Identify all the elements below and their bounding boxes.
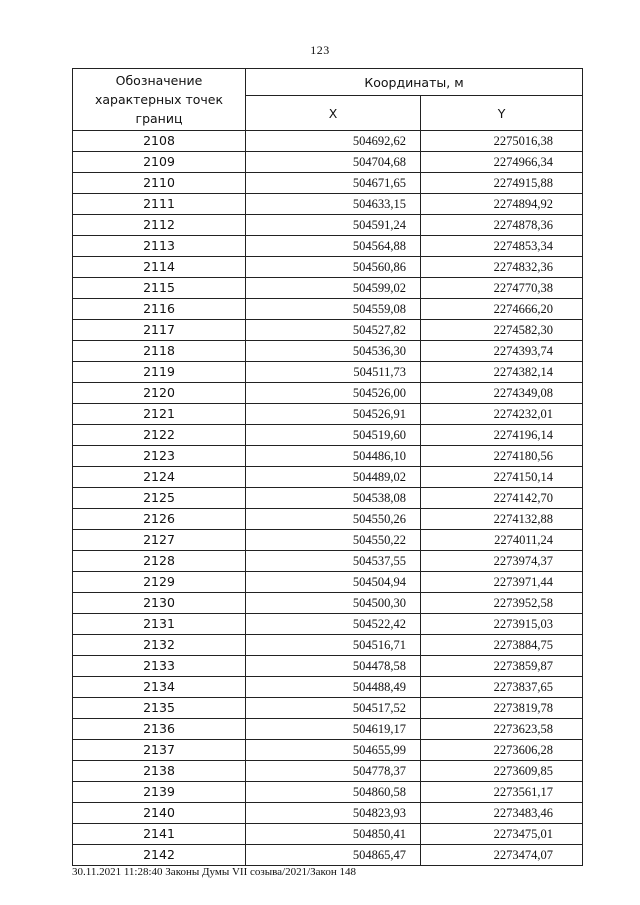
- x-coordinate-cell: 504522,42: [246, 614, 421, 635]
- x-coordinate-cell: 504488,49: [246, 677, 421, 698]
- y-coordinate-cell: 2274582,30: [421, 320, 583, 341]
- y-coordinate-cell: 2273474,07: [421, 845, 583, 866]
- table-row: [73, 236, 583, 257]
- table-row: [73, 131, 583, 152]
- y-coordinate-cell: 2273483,46: [421, 803, 583, 824]
- y-coordinate-cell: 2274966,34: [421, 152, 583, 173]
- table-row: [73, 257, 583, 278]
- table-row: [73, 404, 583, 425]
- table-row: [73, 677, 583, 698]
- x-coordinate-cell: 504860,58: [246, 782, 421, 803]
- y-coordinate-cell: 2273837,65: [421, 677, 583, 698]
- table-row: [73, 488, 583, 509]
- y-coordinate-cell: 2274011,24: [421, 530, 583, 551]
- table-row: [73, 740, 583, 761]
- point-cell: 2116: [73, 299, 246, 320]
- point-cell: 2140: [73, 803, 246, 824]
- point-cell: 2111: [73, 194, 246, 215]
- x-coordinate-cell: 504517,52: [246, 698, 421, 719]
- coordinates-group-header: Координаты, м: [246, 69, 583, 96]
- point-cell: 2110: [73, 173, 246, 194]
- x-coordinate-cell: 504526,91: [246, 404, 421, 425]
- x-coordinate-cell: 504704,68: [246, 152, 421, 173]
- y-coordinate-cell: 2273952,58: [421, 593, 583, 614]
- table-row: [73, 656, 583, 677]
- point-cell: 2119: [73, 362, 246, 383]
- x-coordinate-cell: 504560,86: [246, 257, 421, 278]
- y-coordinate-cell: 2273623,58: [421, 719, 583, 740]
- point-cell: 2141: [73, 824, 246, 845]
- x-coordinate-cell: 504489,02: [246, 467, 421, 488]
- point-cell: 2115: [73, 278, 246, 299]
- table-row: [73, 551, 583, 572]
- point-cell: 2126: [73, 509, 246, 530]
- y-coordinate-cell: 2274180,56: [421, 446, 583, 467]
- coordinates-table: [72, 68, 583, 866]
- table-row: [73, 593, 583, 614]
- y-coordinate-cell: 2273915,03: [421, 614, 583, 635]
- point-cell: 2128: [73, 551, 246, 572]
- point-cell: 2135: [73, 698, 246, 719]
- x-coordinate-cell: 504486,10: [246, 446, 421, 467]
- y-coordinate-cell: 2274832,36: [421, 257, 583, 278]
- x-column-header: X: [246, 96, 421, 131]
- x-coordinate-cell: 504559,08: [246, 299, 421, 320]
- x-coordinate-cell: 504633,15: [246, 194, 421, 215]
- table-row: [73, 278, 583, 299]
- point-cell: 2123: [73, 446, 246, 467]
- y-coordinate-cell: 2273884,75: [421, 635, 583, 656]
- y-coordinate-cell: 2275016,38: [421, 131, 583, 152]
- table-row: [73, 782, 583, 803]
- y-coordinate-cell: 2274770,38: [421, 278, 583, 299]
- x-coordinate-cell: 504504,94: [246, 572, 421, 593]
- x-coordinate-cell: 504865,47: [246, 845, 421, 866]
- x-coordinate-cell: 504516,71: [246, 635, 421, 656]
- point-cell: 2124: [73, 467, 246, 488]
- y-coordinate-cell: 2274666,20: [421, 299, 583, 320]
- table-row: [73, 194, 583, 215]
- y-column-header: Y: [421, 96, 583, 131]
- y-coordinate-cell: 2274132,88: [421, 509, 583, 530]
- x-coordinate-cell: 504511,73: [246, 362, 421, 383]
- point-cell: 2120: [73, 383, 246, 404]
- table-header: [73, 69, 583, 131]
- x-coordinate-cell: 504526,00: [246, 383, 421, 404]
- table-row: [73, 509, 583, 530]
- table-row: [73, 803, 583, 824]
- point-cell: 2130: [73, 593, 246, 614]
- table-row: [73, 845, 583, 866]
- point-cell: 2132: [73, 635, 246, 656]
- y-coordinate-cell: 2273609,85: [421, 761, 583, 782]
- y-coordinate-cell: 2273859,87: [421, 656, 583, 677]
- point-cell: 2125: [73, 488, 246, 509]
- table-row: [73, 341, 583, 362]
- x-coordinate-cell: 504500,30: [246, 593, 421, 614]
- point-cell: 2109: [73, 152, 246, 173]
- point-cell: 2139: [73, 782, 246, 803]
- point-column-header: Обозначение характерных точек границ: [73, 69, 246, 131]
- x-coordinate-cell: 504599,02: [246, 278, 421, 299]
- x-coordinate-cell: 504478,58: [246, 656, 421, 677]
- table-row: [73, 572, 583, 593]
- x-coordinate-cell: 504536,30: [246, 341, 421, 362]
- table-row: [73, 530, 583, 551]
- table-row: [73, 320, 583, 341]
- point-cell: 2121: [73, 404, 246, 425]
- y-coordinate-cell: 2274878,36: [421, 215, 583, 236]
- x-coordinate-cell: 504671,65: [246, 173, 421, 194]
- y-coordinate-cell: 2274349,08: [421, 383, 583, 404]
- page-number: 123: [310, 43, 330, 57]
- x-coordinate-cell: 504823,93: [246, 803, 421, 824]
- point-cell: 2118: [73, 341, 246, 362]
- y-coordinate-cell: 2274142,70: [421, 488, 583, 509]
- x-coordinate-cell: 504850,41: [246, 824, 421, 845]
- table-row: [73, 614, 583, 635]
- point-cell: 2133: [73, 656, 246, 677]
- y-coordinate-cell: 2274894,92: [421, 194, 583, 215]
- x-coordinate-cell: 504538,08: [246, 488, 421, 509]
- point-cell: 2113: [73, 236, 246, 257]
- point-cell: 2138: [73, 761, 246, 782]
- x-coordinate-cell: 504591,24: [246, 215, 421, 236]
- y-coordinate-cell: 2274393,74: [421, 341, 583, 362]
- point-cell: 2127: [73, 530, 246, 551]
- y-coordinate-cell: 2273971,44: [421, 572, 583, 593]
- x-coordinate-cell: 504537,55: [246, 551, 421, 572]
- table-row: [73, 446, 583, 467]
- point-cell: 2117: [73, 320, 246, 341]
- point-cell: 2122: [73, 425, 246, 446]
- x-coordinate-cell: 504619,17: [246, 719, 421, 740]
- point-cell: 2136: [73, 719, 246, 740]
- x-coordinate-cell: 504527,82: [246, 320, 421, 341]
- table-row: [73, 215, 583, 236]
- x-coordinate-cell: 504655,99: [246, 740, 421, 761]
- table-row: [73, 719, 583, 740]
- table-row: [73, 299, 583, 320]
- y-coordinate-cell: 2273974,37: [421, 551, 583, 572]
- y-coordinate-cell: 2274196,14: [421, 425, 583, 446]
- table-row: [73, 425, 583, 446]
- x-coordinate-cell: 504778,37: [246, 761, 421, 782]
- point-cell: 2137: [73, 740, 246, 761]
- footer-stamp: 30.11.2021 11:28:40 Законы Думы VII созыва/2021/Закон 148: [72, 866, 356, 878]
- point-cell: 2112: [73, 215, 246, 236]
- table-row: [73, 635, 583, 656]
- x-coordinate-cell: 504550,22: [246, 530, 421, 551]
- x-coordinate-cell: 504519,60: [246, 425, 421, 446]
- x-coordinate-cell: 504564,88: [246, 236, 421, 257]
- y-coordinate-cell: 2274853,34: [421, 236, 583, 257]
- y-coordinate-cell: 2274915,88: [421, 173, 583, 194]
- table-row: [73, 152, 583, 173]
- y-coordinate-cell: 2273606,28: [421, 740, 583, 761]
- y-coordinate-cell: 2273819,78: [421, 698, 583, 719]
- point-cell: 2108: [73, 131, 246, 152]
- point-cell: 2114: [73, 257, 246, 278]
- table-row: [73, 761, 583, 782]
- table-row: [73, 383, 583, 404]
- table-row: [73, 173, 583, 194]
- table-row: [73, 698, 583, 719]
- table-row: [73, 824, 583, 845]
- y-coordinate-cell: 2273475,01: [421, 824, 583, 845]
- table-body: [73, 131, 583, 866]
- point-cell: 2131: [73, 614, 246, 635]
- point-cell: 2142: [73, 845, 246, 866]
- y-coordinate-cell: 2274382,14: [421, 362, 583, 383]
- x-coordinate-cell: 504550,26: [246, 509, 421, 530]
- point-cell: 2129: [73, 572, 246, 593]
- y-coordinate-cell: 2273561,17: [421, 782, 583, 803]
- table-row: [73, 362, 583, 383]
- point-cell: 2134: [73, 677, 246, 698]
- x-coordinate-cell: 504692,62: [246, 131, 421, 152]
- table-row: [73, 467, 583, 488]
- y-coordinate-cell: 2274232,01: [421, 404, 583, 425]
- y-coordinate-cell: 2274150,14: [421, 467, 583, 488]
